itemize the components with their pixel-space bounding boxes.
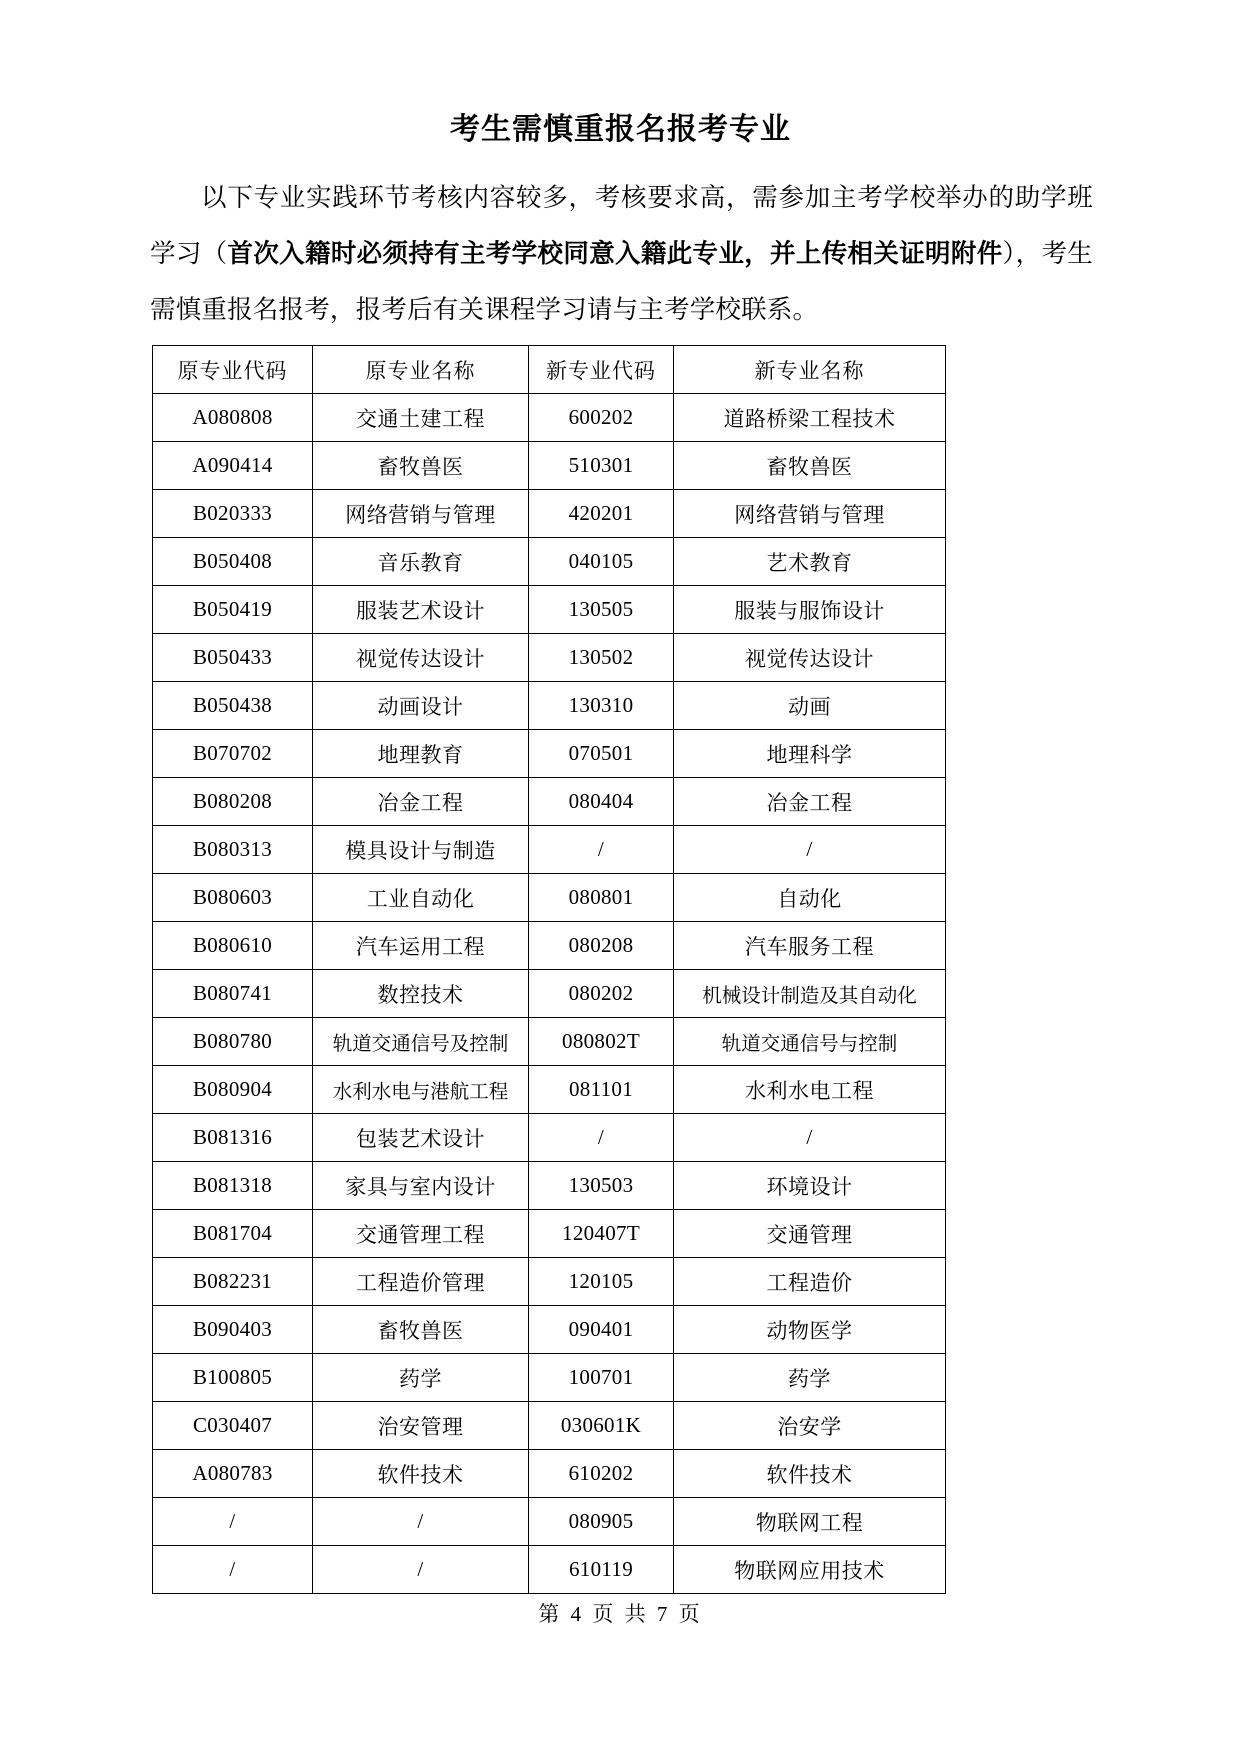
table-body	[153, 394, 946, 1594]
cell-new-name: 环境设计	[674, 1162, 946, 1210]
cell-old-code: A090414	[153, 442, 313, 490]
cell-new-name: 网络营销与管理	[674, 490, 946, 538]
table-row	[153, 1210, 946, 1258]
cell-new-name: 服装与服饰设计	[674, 586, 946, 634]
cell-new-name: 视觉传达设计	[674, 634, 946, 682]
cell-old-code: /	[153, 1498, 313, 1546]
cell-new-name: /	[674, 826, 946, 874]
cell-old-name: 畜牧兽医	[313, 442, 529, 490]
table-row	[153, 586, 946, 634]
table-row	[153, 538, 946, 586]
cell-old-name: 治安管理	[313, 1402, 529, 1450]
column-header-new-code: 新专业代码	[529, 346, 674, 394]
cell-new-name: /	[674, 1114, 946, 1162]
table-row	[153, 682, 946, 730]
cell-new-name: 艺术教育	[674, 538, 946, 586]
cell-new-name: 道路桥梁工程技术	[674, 394, 946, 442]
table-header-row	[153, 346, 946, 394]
cell-old-name: 汽车运用工程	[313, 922, 529, 970]
cell-old-name: /	[313, 1498, 529, 1546]
table-row	[153, 634, 946, 682]
cell-old-code: C030407	[153, 1402, 313, 1450]
cell-new-name: 汽车服务工程	[674, 922, 946, 970]
page-footer: 第 4 页 共 7 页	[538, 1602, 703, 1626]
cell-old-name: 网络营销与管理	[313, 490, 529, 538]
cell-old-code: B080610	[153, 922, 313, 970]
cell-old-code: B070702	[153, 730, 313, 778]
cell-new-name: 水利水电工程	[674, 1066, 946, 1114]
cell-new-name: 交通管理	[674, 1210, 946, 1258]
cell-new-code: 080802T	[529, 1018, 674, 1066]
cell-old-code: B100805	[153, 1354, 313, 1402]
cell-new-name: 药学	[674, 1354, 946, 1402]
cell-new-code: 090401	[529, 1306, 674, 1354]
cell-new-code: 040105	[529, 538, 674, 586]
cell-new-code: /	[529, 1114, 674, 1162]
page-title: 考生需慎重报名报考专业	[450, 113, 791, 146]
cell-new-code: 080404	[529, 778, 674, 826]
cell-new-code: 030601K	[529, 1402, 674, 1450]
cell-old-name: 地理教育	[313, 730, 529, 778]
cell-old-code: B080603	[153, 874, 313, 922]
cell-old-code: B081316	[153, 1114, 313, 1162]
cell-old-code: B050433	[153, 634, 313, 682]
cell-old-code: B080904	[153, 1066, 313, 1114]
table-row	[153, 1258, 946, 1306]
cell-old-name: 服装艺术设计	[313, 586, 529, 634]
cell-new-name: 物联网应用技术	[674, 1546, 946, 1594]
cell-old-code: A080783	[153, 1450, 313, 1498]
cell-old-code: B090403	[153, 1306, 313, 1354]
cell-new-code: 080208	[529, 922, 674, 970]
cell-old-code: B050419	[153, 586, 313, 634]
cell-new-code: 070501	[529, 730, 674, 778]
table-row	[153, 874, 946, 922]
column-header-old-name: 原专业名称	[313, 346, 529, 394]
table-row	[153, 730, 946, 778]
cell-new-code: /	[529, 826, 674, 874]
intro-paragraph	[0, 148, 1241, 338]
cell-old-name: /	[313, 1546, 529, 1594]
cell-old-name: 视觉传达设计	[313, 634, 529, 682]
cell-new-code: 120407T	[529, 1210, 674, 1258]
cell-new-code: 080905	[529, 1498, 674, 1546]
paragraph-emphasis-run: 首次入籍时必须持有主考学校同意入籍此专业，并上传相关证明附件	[227, 239, 1003, 268]
cell-old-code: B081318	[153, 1162, 313, 1210]
cell-old-code: B082231	[153, 1258, 313, 1306]
cell-old-name: 家具与室内设计	[313, 1162, 529, 1210]
cell-old-name: 水利水电与港航工程	[313, 1066, 529, 1114]
cell-new-name: 机械设计制造及其自动化	[674, 970, 946, 1018]
table-row	[153, 1306, 946, 1354]
table-row	[153, 922, 946, 970]
cell-old-code: B020333	[153, 490, 313, 538]
cell-old-code: B080313	[153, 826, 313, 874]
cell-new-name: 工程造价	[674, 1258, 946, 1306]
cell-old-name: 工业自动化	[313, 874, 529, 922]
cell-new-name: 自动化	[674, 874, 946, 922]
cell-new-name: 轨道交通信号与控制	[674, 1018, 946, 1066]
table-row	[153, 826, 946, 874]
paragraph-run: 以下专业实践环节考核内容较多，考核要求高，需参加主考学校举办的助学班学习（	[150, 183, 1093, 268]
cell-new-name: 动画	[674, 682, 946, 730]
cell-new-name: 物联网工程	[674, 1498, 946, 1546]
cell-old-name: 冶金工程	[313, 778, 529, 826]
cell-new-code: 080801	[529, 874, 674, 922]
cell-old-name: 音乐教育	[313, 538, 529, 586]
column-header-old-code: 原专业代码	[153, 346, 313, 394]
cell-new-code: 120105	[529, 1258, 674, 1306]
paragraph-run: ），考生需慎重报名报考，报考后有关课程学习请与主考学校联系。	[150, 239, 1093, 324]
cell-old-name: 动画设计	[313, 682, 529, 730]
table-row	[153, 1402, 946, 1450]
cell-old-code: B080741	[153, 970, 313, 1018]
table-row	[153, 778, 946, 826]
cell-new-code: 610202	[529, 1450, 674, 1498]
cell-old-name: 交通管理工程	[313, 1210, 529, 1258]
cell-old-name: 模具设计与制造	[313, 826, 529, 874]
cell-old-name: 药学	[313, 1354, 529, 1402]
table-header	[153, 346, 946, 394]
table-row	[153, 1450, 946, 1498]
cell-old-code: B050438	[153, 682, 313, 730]
cell-old-code: B080780	[153, 1018, 313, 1066]
table-row	[153, 442, 946, 490]
cell-old-name: 工程造价管理	[313, 1258, 529, 1306]
cell-new-code: 130502	[529, 634, 674, 682]
cell-new-name: 畜牧兽医	[674, 442, 946, 490]
column-header-new-name: 新专业名称	[674, 346, 946, 394]
cell-new-code: 600202	[529, 394, 674, 442]
cell-old-name: 包装艺术设计	[313, 1114, 529, 1162]
cell-old-code: B081704	[153, 1210, 313, 1258]
cell-old-code: B050408	[153, 538, 313, 586]
cell-new-name: 动物医学	[674, 1306, 946, 1354]
cell-new-code: 081101	[529, 1066, 674, 1114]
table-row	[153, 1066, 946, 1114]
cell-new-code: 100701	[529, 1354, 674, 1402]
table-row	[153, 1498, 946, 1546]
cell-old-name: 交通土建工程	[313, 394, 529, 442]
cell-new-code: 080202	[529, 970, 674, 1018]
cell-new-name: 软件技术	[674, 1450, 946, 1498]
cell-old-code: B080208	[153, 778, 313, 826]
table-row	[153, 1114, 946, 1162]
major-code-mapping-table	[152, 345, 946, 1594]
table-row	[153, 970, 946, 1018]
cell-old-code: /	[153, 1546, 313, 1594]
cell-old-code: A080808	[153, 394, 313, 442]
cell-old-name: 畜牧兽医	[313, 1306, 529, 1354]
cell-new-code: 130505	[529, 586, 674, 634]
table-row	[153, 1162, 946, 1210]
table-row	[153, 394, 946, 442]
cell-new-name: 冶金工程	[674, 778, 946, 826]
cell-old-name: 软件技术	[313, 1450, 529, 1498]
table-row	[153, 490, 946, 538]
cell-new-name: 治安学	[674, 1402, 946, 1450]
cell-new-code: 510301	[529, 442, 674, 490]
cell-new-code: 610119	[529, 1546, 674, 1594]
cell-new-code: 130503	[529, 1162, 674, 1210]
cell-new-name: 地理科学	[674, 730, 946, 778]
cell-new-code: 130310	[529, 682, 674, 730]
cell-new-code: 420201	[529, 490, 674, 538]
cell-old-name: 数控技术	[313, 970, 529, 1018]
table-row	[153, 1546, 946, 1594]
table-row	[153, 1018, 946, 1066]
cell-old-name: 轨道交通信号及控制	[313, 1018, 529, 1066]
table-row	[153, 1354, 946, 1402]
